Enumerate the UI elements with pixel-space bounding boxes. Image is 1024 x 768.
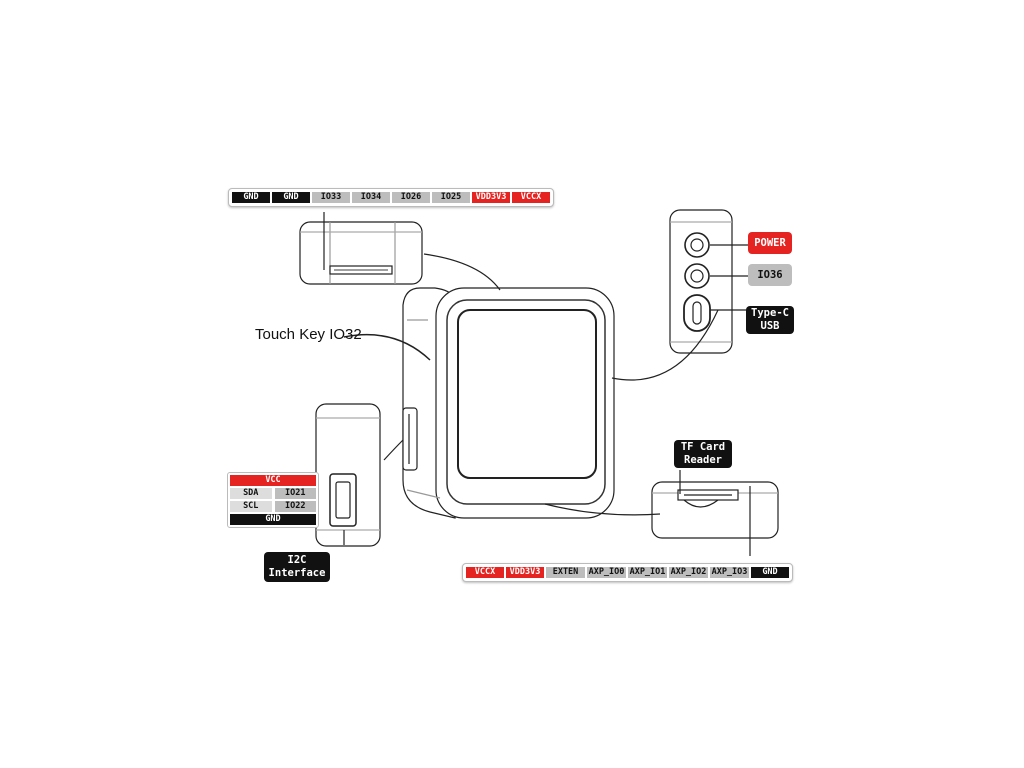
power-label: POWER: [748, 232, 792, 254]
pin-io25: IO25: [432, 192, 470, 203]
tf-card-reader-label: [674, 440, 732, 468]
pin-gnd: GND: [232, 192, 270, 203]
tf-label-line2: Reader: [684, 454, 722, 466]
i2c-label-line2: Interface: [268, 567, 326, 579]
pin-vdd3v3: VDD3V3: [506, 567, 544, 578]
pin-axp-io3: AXP_IO3: [711, 567, 748, 577]
type-c-label-line1: Type-C: [751, 307, 789, 319]
pin-vcc: VCC: [230, 475, 316, 486]
pin-io21: IO21: [275, 488, 317, 499]
type-c-label-line2: USB: [760, 320, 780, 332]
pin-axp-io0: AXP_IO0: [588, 567, 625, 577]
pin-axp-io2: AXP_IO2: [670, 567, 707, 577]
tf-label-line1: TF Card: [680, 441, 726, 453]
top-side-view: [300, 222, 422, 284]
pin-io33: IO33: [312, 192, 350, 203]
bottom-side-view: [652, 482, 778, 538]
pin-io34: IO34: [352, 192, 390, 203]
pin-io22: IO22: [275, 501, 317, 512]
pin-vccx: VCCX: [512, 192, 550, 203]
i2c-label-line1: I2C: [287, 554, 307, 566]
pin-vccx: VCCX: [466, 567, 504, 578]
pin-exten: EXTEN: [546, 567, 585, 578]
top-pin-header: [228, 188, 554, 207]
right-side-view: [670, 210, 732, 353]
i2c-interface-label: [264, 552, 330, 582]
pin-gnd: GND: [230, 514, 316, 525]
type-c-usb-label: [746, 306, 794, 334]
io36-label: IO36: [748, 264, 792, 286]
pin-scl: SCL: [230, 501, 272, 512]
pin-io26: IO26: [392, 192, 430, 203]
pin-gnd: GND: [751, 567, 789, 578]
touch-key-label: Touch Key IO32: [255, 326, 362, 343]
left-side-view: [316, 404, 380, 546]
bottom-pin-header: [462, 563, 793, 582]
pin-gnd: GND: [272, 192, 310, 203]
pin-axp-io1: AXP_IO1: [629, 567, 666, 577]
pin-sda: SDA: [230, 488, 272, 499]
i2c-pin-header: [227, 472, 319, 528]
device-main-view: [403, 288, 614, 518]
pin-vdd3v3: VDD3V3: [472, 192, 510, 203]
